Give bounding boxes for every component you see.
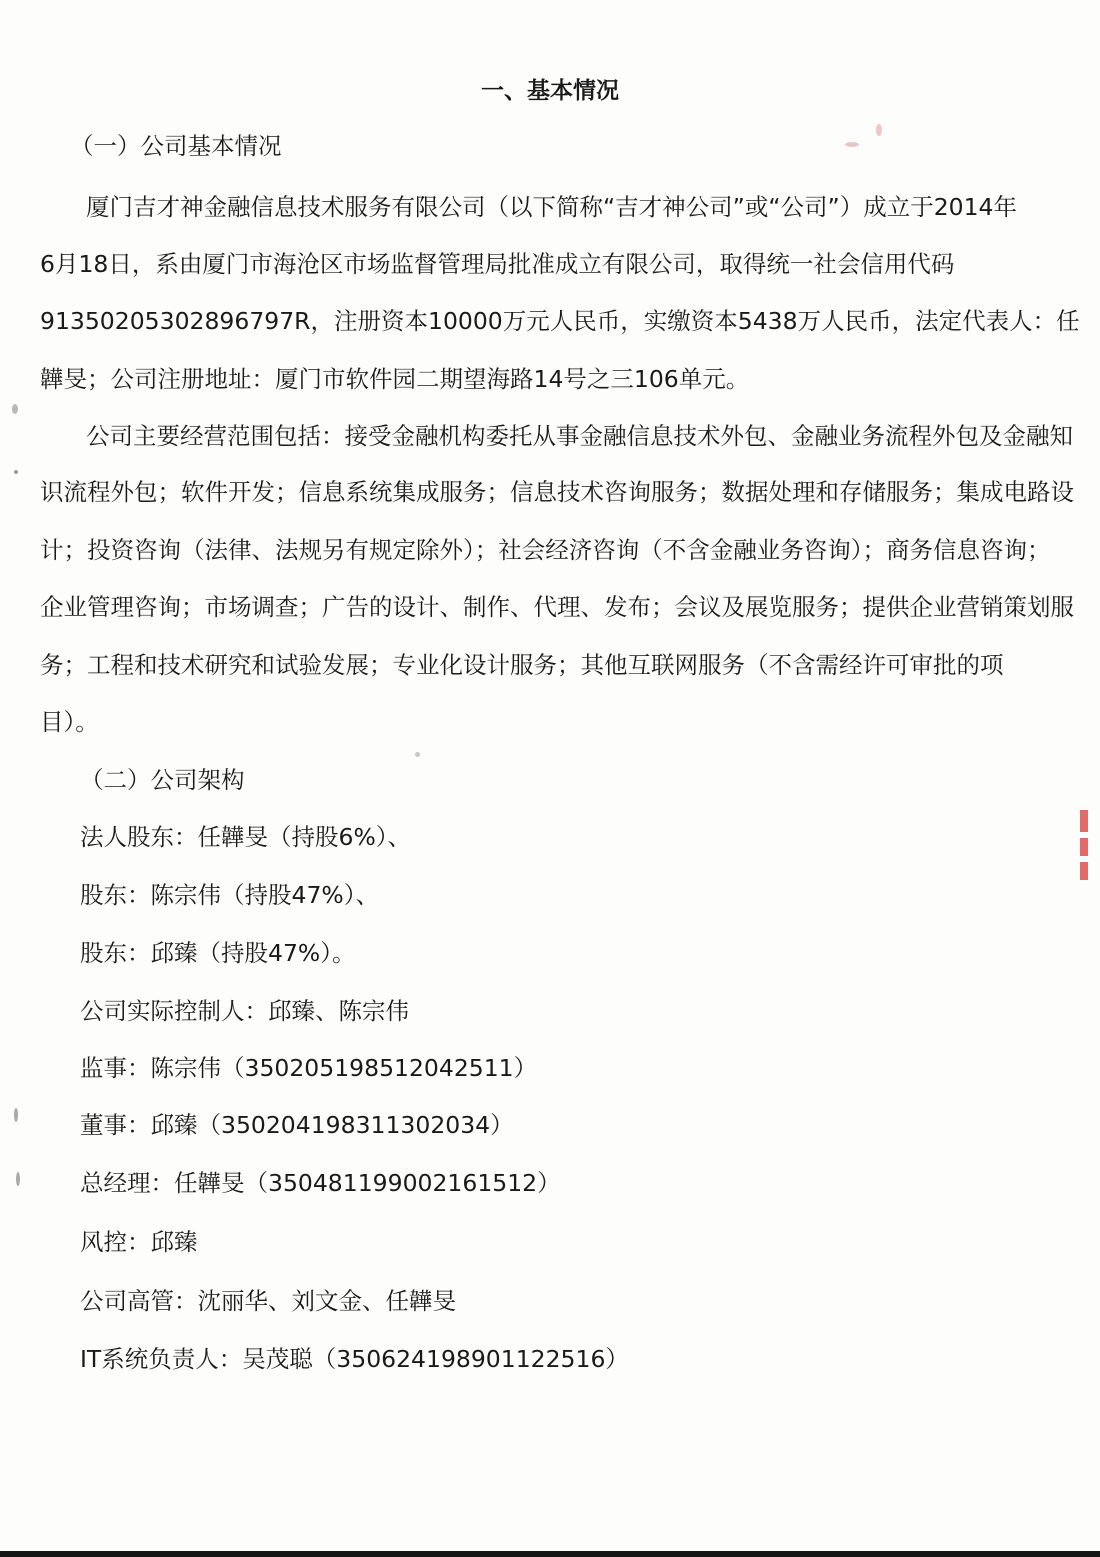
scan-speck xyxy=(876,124,882,136)
scan-speck xyxy=(14,470,18,474)
structure-item: 公司高管：沈丽华、刘文金、任韡旻 xyxy=(80,1287,456,1315)
stamp-edge-mark xyxy=(1080,838,1088,856)
paragraph-business-scope-line: 计；投资咨询（法律、法规另有规定除外）；社会经济咨询（不含金融业务咨询）；商务信息咨询； xyxy=(40,536,1051,564)
stamp-edge-mark xyxy=(1080,810,1088,832)
page-title: 一、基本情况 xyxy=(481,78,619,104)
paragraph-business-scope-line: 识流程外包；软件开发；信息系统集成服务；信息技术咨询服务；数据处理和存储服务；集成电路设 xyxy=(40,478,1074,506)
scan-bottom-edge xyxy=(0,1551,1100,1557)
structure-item: 股东：邱臻（持股47%）。 xyxy=(80,939,356,967)
paragraph-company-intro-line: 韡旻；公司注册地址：厦门市软件园二期望海路14号之三106单元。 xyxy=(40,365,750,393)
paragraph-company-intro-line: 6月18日，系由厦门市海沧区市场监督管理局批准成立有限公司，取得统一社会信用代码 xyxy=(40,250,955,278)
structure-item: 监事：陈宗伟（350205198512042511） xyxy=(80,1054,538,1082)
section-heading-basic-info: （一）公司基本情况 xyxy=(70,132,282,160)
scan-speck xyxy=(12,404,18,414)
paragraph-business-scope-line: 公司主要经营范围包括：接受金融机构委托从事金融信息技术外包、金融业务流程外包及金融知 xyxy=(86,422,1073,450)
scan-speck xyxy=(845,142,859,147)
paragraph-company-intro-line: 91350205302896797R，注册资本10000万元人民币，实缴资本5438万人民币，法定代表人：任 xyxy=(40,307,1080,335)
structure-item: 法人股东：任韡旻（持股6%）、 xyxy=(80,823,412,851)
section-heading-structure: （二）公司架构 xyxy=(80,766,245,794)
structure-item: 股东：陈宗伟（持股47%）、 xyxy=(80,881,379,909)
structure-item: 公司实际控制人：邱臻、陈宗伟 xyxy=(80,997,409,1025)
paragraph-business-scope-line: 务；工程和技术研究和试验发展；专业化设计服务；其他互联网服务（不含需经许可审批的项 xyxy=(40,651,1004,679)
scan-speck xyxy=(16,1172,20,1186)
structure-item: 总经理：任韡旻（350481199002161512） xyxy=(80,1169,561,1197)
paragraph-company-intro-line: 厦门吉才神金融信息技术服务有限公司（以下简称“吉才神公司”或“公司”）成立于2014年 xyxy=(86,193,1018,221)
structure-item: 风控：邱臻 xyxy=(80,1228,198,1256)
paragraph-business-scope-line: 企业管理咨询；市场调查；广告的设计、制作、代理、发布；会议及展览服务；提供企业营销策划服 xyxy=(40,593,1074,621)
scan-speck xyxy=(14,1108,18,1122)
structure-item: IT系统负责人：吴茂聪（350624198901122516） xyxy=(80,1345,629,1373)
scan-speck xyxy=(415,752,420,757)
structure-item: 董事：邱臻（350204198311302034） xyxy=(80,1111,514,1139)
paragraph-business-scope-line: 目）。 xyxy=(40,708,99,736)
stamp-edge-mark xyxy=(1080,862,1088,880)
